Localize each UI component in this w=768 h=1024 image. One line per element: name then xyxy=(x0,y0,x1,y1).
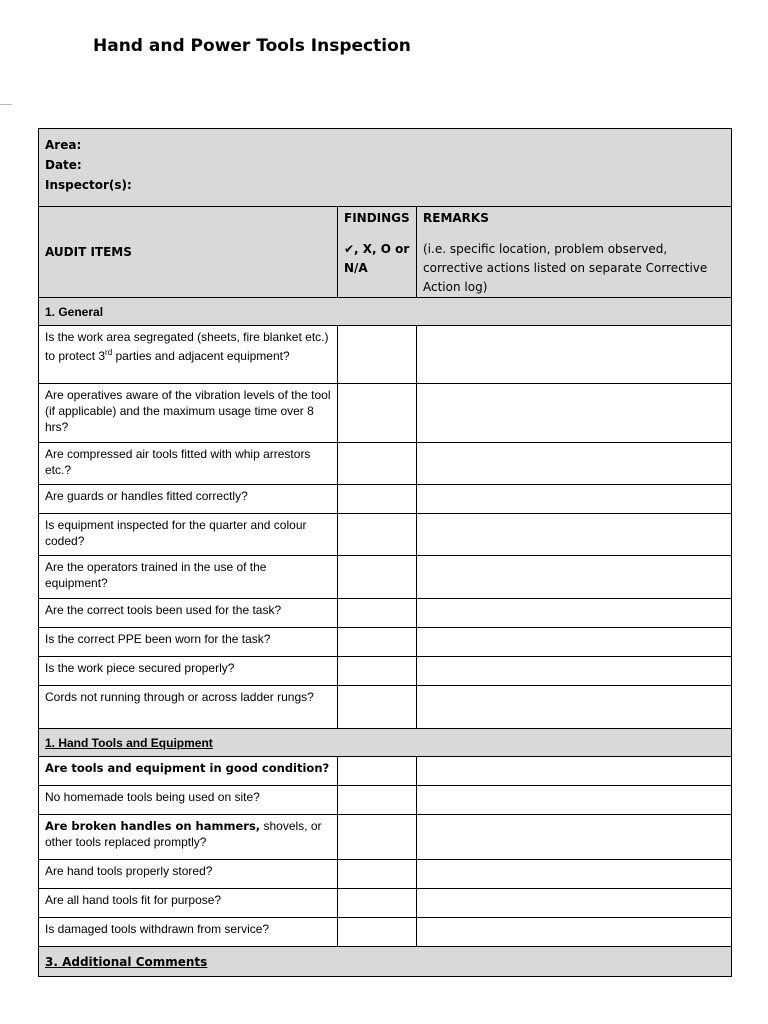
audit-question: No homemade tools being used on site? xyxy=(39,786,338,815)
remarks-cell[interactable] xyxy=(417,918,732,947)
remarks-cell[interactable] xyxy=(417,686,732,729)
audit-question: Are the correct tools been used for the task? xyxy=(39,599,338,628)
remarks-cell[interactable] xyxy=(417,757,732,786)
findings-cell[interactable] xyxy=(338,326,417,384)
findings-cell[interactable] xyxy=(338,384,417,443)
audit-question: Is the work area segregated (sheets, fire blanket etc.) to protect 3rd parties and adjacent equipment? xyxy=(39,326,338,384)
audit-question: Are hand tools properly stored? xyxy=(39,860,338,889)
findings-cell[interactable] xyxy=(338,443,417,485)
remarks-cell[interactable] xyxy=(417,815,732,860)
audit-question: Are guards or handles fitted correctly? xyxy=(39,485,338,514)
audit-question: Are all hand tools fit for purpose? xyxy=(39,889,338,918)
remarks-cell[interactable] xyxy=(417,786,732,815)
inspector-label: Inspector(s): xyxy=(45,178,132,192)
remarks-cell[interactable] xyxy=(417,628,732,657)
audit-items-header: AUDIT ITEMS xyxy=(39,207,338,298)
remarks-cell[interactable] xyxy=(417,860,732,889)
findings-cell[interactable] xyxy=(338,599,417,628)
section-title: 1. Hand Tools and Equipment xyxy=(39,729,732,757)
findings-options: ✔, X, O or N/A xyxy=(344,242,410,275)
audit-question: Are broken handles on hammers, shovels, or other tools replaced promptly? xyxy=(39,815,338,860)
audit-question: Are tools and equipment in good condition? xyxy=(39,757,338,786)
findings-cell[interactable] xyxy=(338,815,417,860)
remarks-note: (i.e. specific location, problem observed, corrective actions listed on separate Corrective Action log) xyxy=(423,242,708,294)
remarks-cell[interactable] xyxy=(417,485,732,514)
page-title: Hand and Power Tools Inspection xyxy=(93,36,411,56)
findings-cell[interactable] xyxy=(338,918,417,947)
audit-question: Are the operators trained in the use of the equipment? xyxy=(39,556,338,599)
remarks-cell[interactable] xyxy=(417,556,732,599)
remarks-cell[interactable] xyxy=(417,514,732,556)
remarks-cell[interactable] xyxy=(417,889,732,918)
findings-cell[interactable] xyxy=(338,860,417,889)
findings-cell[interactable] xyxy=(338,628,417,657)
margin-marker xyxy=(0,104,12,105)
inspection-info-cell xyxy=(39,129,732,207)
findings-cell[interactable] xyxy=(338,889,417,918)
remarks-header xyxy=(417,207,732,298)
section-title[interactable]: 3. Additional Comments xyxy=(39,947,732,977)
date-label: Date: xyxy=(45,158,82,172)
findings-cell[interactable] xyxy=(338,757,417,786)
audit-question: Is the correct PPE been worn for the task? xyxy=(39,628,338,657)
findings-cell[interactable] xyxy=(338,686,417,729)
remarks-cell[interactable] xyxy=(417,599,732,628)
remarks-cell[interactable] xyxy=(417,326,732,384)
audit-question: Is the work piece secured properly? xyxy=(39,657,338,686)
audit-question: Cords not running through or across ladder rungs? xyxy=(39,686,338,729)
findings-cell[interactable] xyxy=(338,657,417,686)
remarks-cell[interactable] xyxy=(417,443,732,485)
remarks-title: REMARKS xyxy=(423,211,489,225)
audit-question: Is equipment inspected for the quarter and colour coded? xyxy=(39,514,338,556)
findings-cell[interactable] xyxy=(338,556,417,599)
remarks-cell[interactable] xyxy=(417,384,732,443)
findings-cell[interactable] xyxy=(338,485,417,514)
audit-question: Is damaged tools withdrawn from service? xyxy=(39,918,338,947)
findings-cell[interactable] xyxy=(338,514,417,556)
findings-header xyxy=(338,207,417,298)
findings-cell[interactable] xyxy=(338,786,417,815)
area-label: Area: xyxy=(45,138,82,152)
inspection-form-table xyxy=(38,128,732,977)
audit-question: Are compressed air tools fitted with whip arrestors etc.? xyxy=(39,443,338,485)
audit-question: Are operatives aware of the vibration levels of the tool (if applicable) and the maximum usage time over 8 hrs? xyxy=(39,384,338,443)
remarks-cell[interactable] xyxy=(417,657,732,686)
findings-title: FINDINGS xyxy=(344,211,410,225)
section-title: 1. General xyxy=(39,298,732,326)
